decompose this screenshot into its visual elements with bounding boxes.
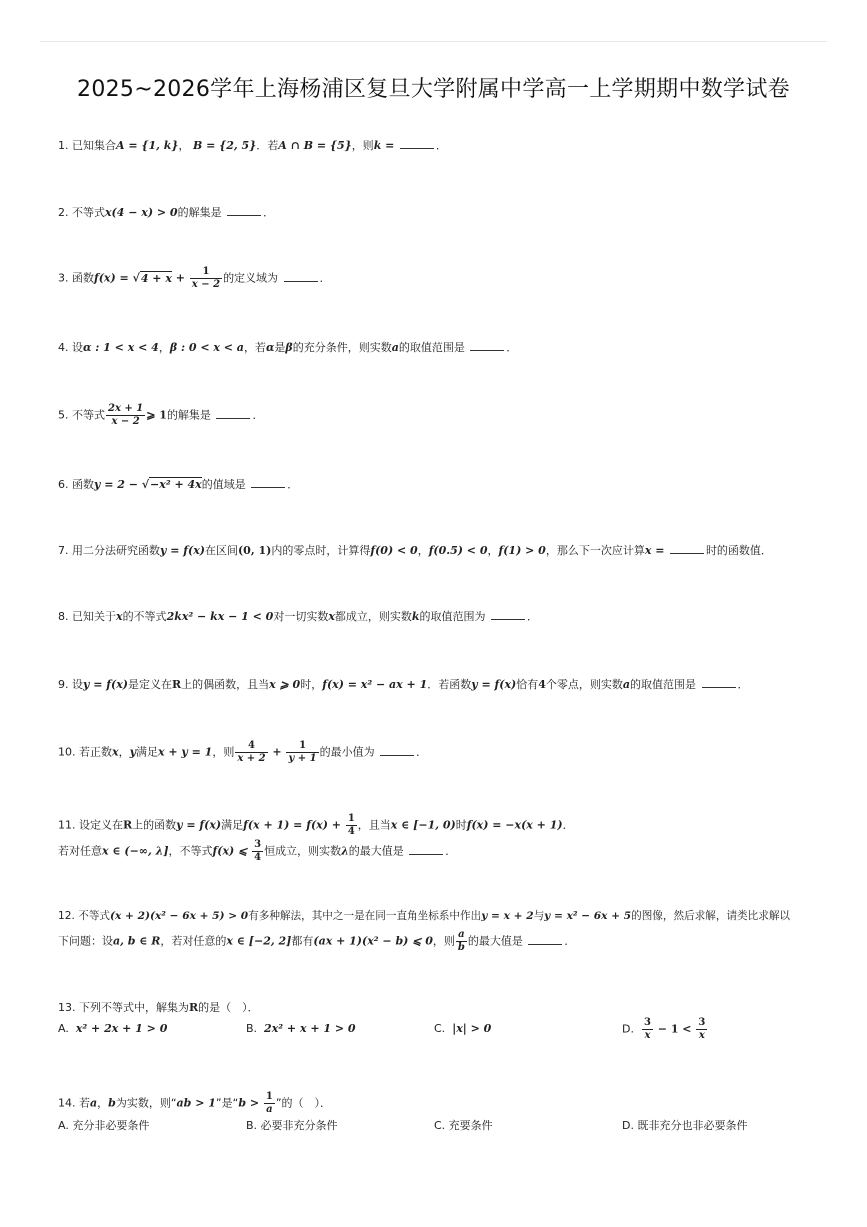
question-5: 5. 不等式 $\frac{2x + 1}{x - 2}$ ⩾ 1的解集是 ． (58, 403, 264, 427)
question-12-line-2: 下问题：设a, b ∈ R，若对任意的x ∈ [−2, 2]都有(ax + 1)(x² − b) ⩽ 0，则 $\frac{a}{b}$ 的最大值是 ． (58, 929, 576, 953)
answer-blank[interactable] (227, 204, 261, 216)
option-d[interactable]: D. 既非充分也非必要条件 (622, 1119, 748, 1132)
option-b[interactable]: B. 2x² + x + 1 > 0 (246, 1022, 356, 1035)
question-14-options (58, 1117, 827, 1139)
question-3: 3. 函数f(x) = √4 + x + $\frac{1}{x - 2}$ 的定义域为 ． (58, 266, 331, 290)
question-4: 4. 设α : 1 < x < 4，β : 0 < x < a，若α是β的充分条件，则实数a的取值范围是 ． (58, 341, 518, 354)
answer-blank[interactable] (400, 137, 434, 149)
question-13: 13. 下列不等式中，解集为R的是（ ）． (58, 1001, 259, 1014)
top-divider (40, 41, 827, 42)
question-7: 7. 用二分法研究函数y = f(x)在区间(0, 1)内的零点时，计算得f(0) < 0，f(0.5) < 0，f(1) > 0，那么下一次应计算x = 时的函数值． (58, 544, 772, 557)
fraction: $\frac{1}{a}$ (265, 1091, 273, 1115)
option-c[interactable]: C. |x| > 0 (434, 1022, 492, 1035)
answer-blank[interactable] (380, 744, 414, 756)
question-8: 8. 已知关于x的不等式2kx² − kx − 1 < 0对一切实数x都成立，则实数k的取值范围为 ． (58, 610, 539, 623)
fraction: $\frac{3}{x}$ (643, 1017, 651, 1041)
option-a[interactable]: A. x² + 2x + 1 > 0 (58, 1022, 168, 1035)
option-a[interactable]: A. 充分非必要条件 (58, 1119, 150, 1132)
fraction: $\frac{2x + 1}{x - 2}$ (108, 403, 144, 427)
question-10: 10. 若正数x，y满足x + y = 1，则 $\frac{4}{x + 2}$ + $\frac{1}{y + 1}$ 的最小值为 ． (58, 740, 428, 764)
answer-blank[interactable] (251, 476, 285, 488)
page-title: 2025~2026学年上海杨浦区复旦大学附属中学高一上学期期中数学试卷 (77, 77, 790, 102)
question-1: 1. 已知集合A = {1, k}， B = {2, 5}．若A ∩ B = {5}，则k = ． (58, 139, 447, 152)
question-11: 11. 设定义在R上的函数y = f(x)满足f(x + 1) = f(x) + $\frac{1}{4}$ ，且当x ∈ [−1, 0)时f(x) = −x(x + 1)． (58, 813, 574, 837)
question-13-options (58, 1017, 827, 1044)
answer-blank[interactable] (409, 843, 443, 855)
answer-blank[interactable] (528, 933, 562, 945)
answer-blank[interactable] (470, 339, 504, 351)
answer-blank[interactable] (491, 608, 525, 620)
fraction: $\frac{3}{x}$ (698, 1017, 706, 1041)
option-b[interactable]: B. 必要非充分条件 (246, 1119, 338, 1132)
answer-blank[interactable] (702, 676, 736, 688)
option-c[interactable]: C. 充要条件 (434, 1119, 493, 1132)
option-d[interactable]: D. $\frac{3}{x}$ − 1 < $\frac{3}{x}$ (622, 1017, 706, 1041)
fraction: $\frac{3}{4}$ (254, 839, 262, 863)
question-12: 12. 不等式(x + 2)(x² − 6x + 5) > 0有多种解法，其中之一是在同一直角坐标系中作出y = x + 2与y = x² − 6x + 5的图像，然后求解，请类比求解以 (58, 910, 791, 922)
fraction: $\frac{1}{x - 2}$ (191, 266, 221, 290)
answer-blank[interactable] (216, 407, 250, 419)
answer-blank[interactable] (670, 542, 704, 554)
question-6: 6. 函数y = 2 − √−x² + 4x的值域是 ． (58, 478, 299, 491)
answer-blank[interactable] (284, 270, 318, 282)
fraction: $\frac{a}{b}$ (457, 929, 465, 953)
fraction: $\frac{1}{y + 1}$ (288, 740, 317, 764)
fraction: $\frac{4}{x + 2}$ (237, 740, 266, 764)
question-11-line-2: 若对任意x ∈ (−∞, λ]，不等式f(x) ⩽ $\frac{3}{4}$ 恒成立，则实数λ的最大值是 ． (58, 839, 457, 863)
fraction: $\frac{1}{4}$ (347, 813, 355, 837)
question-14: 14. 若a，b为实数，则“ab > 1”是“b > $\frac{1}{a}$ ”的（ ）． (58, 1091, 332, 1115)
question-9: 9. 设y = f(x)是定义在R上的偶函数，且当x ⩾ 0时，f(x) = x² − ax + 1．若函数y = f(x)恰有4个零点，则实数a的取值范围是 ． (58, 678, 749, 691)
question-2: 2. 不等式x(4 − x) > 0的解集是 ． (58, 206, 275, 219)
